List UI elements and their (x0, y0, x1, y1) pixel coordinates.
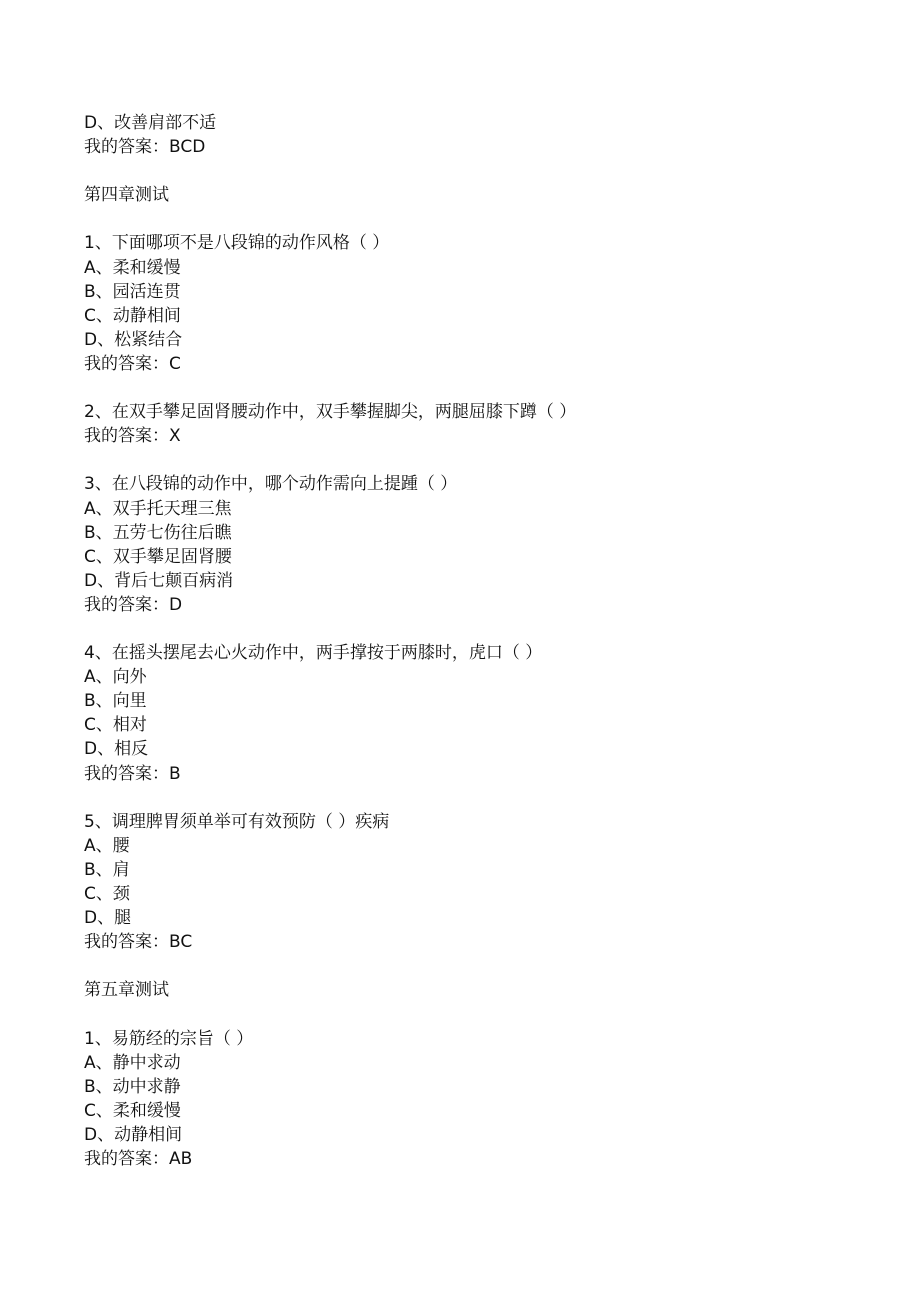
blank-line (84, 954, 864, 978)
answer-line: 我的答案：B (84, 763, 181, 784)
blank-line (84, 617, 864, 641)
option-line: C、双手攀足固肾腰 (84, 546, 232, 567)
chapter-heading: 第四章测试 (84, 185, 169, 206)
chapter-heading: 第五章测试 (84, 980, 169, 1001)
answer-line: 我的答案：X (84, 426, 181, 447)
answer-line: 我的答案：BC (84, 932, 193, 953)
option-line: D、腿 (84, 908, 132, 929)
option-line: A、静中求动 (84, 1052, 181, 1073)
question-line: 4、在摇头摆尾去心火动作中，两手撑按于两膝时，虎口（ ） (84, 643, 543, 664)
blank-line (84, 376, 864, 400)
option-line: C、动静相间 (84, 305, 181, 326)
option-line: A、双手托天理三焦 (84, 498, 232, 519)
blank-line (84, 1002, 864, 1026)
answer-line: 我的答案：C (84, 353, 181, 374)
document-body (84, 111, 864, 1171)
option-line: A、腰 (84, 835, 130, 856)
blank-line (84, 159, 864, 183)
answer-line: 我的答案：D (84, 594, 183, 615)
option-line: C、相对 (84, 715, 147, 736)
blank-line (84, 448, 864, 472)
option-line: D、背后七颠百病消 (84, 570, 234, 591)
question-line: 1、易筋经的宗旨（ ） (84, 1028, 254, 1049)
option-line: A、柔和缓慢 (84, 257, 181, 278)
option-line: C、柔和缓慢 (84, 1100, 181, 1121)
option-line: B、园活连贯 (84, 281, 181, 302)
option-line: B、五劳七伤往后瞧 (84, 522, 232, 543)
question-line: 1、下面哪项不是八段锦的动作风格（ ） (84, 233, 390, 254)
option-line: A、向外 (84, 667, 147, 688)
option-line: B、动中求静 (84, 1076, 181, 1097)
question-line: 5、调理脾胃须单举可有效预防（ ）疾病 (84, 811, 390, 832)
option-line: B、肩 (84, 859, 130, 880)
option-line: D、改善肩部不适 (84, 113, 217, 133)
option-line: B、向里 (84, 691, 147, 712)
option-line: C、颈 (84, 884, 130, 904)
option-line: D、相反 (84, 739, 149, 760)
answer-line: 我的答案：BCD (84, 137, 206, 158)
blank-line (84, 786, 864, 810)
answer-line: 我的答案：AB (84, 1149, 193, 1170)
option-line: D、松紧结合 (84, 329, 183, 350)
question-line: 2、在双手攀足固肾腰动作中，双手攀握脚尖，两腿屈膝下蹲（ ） (84, 402, 577, 423)
question-line: 3、在八段锦的动作中，哪个动作需向上提踵（ ） (84, 474, 458, 495)
option-line: D、动静相间 (84, 1124, 183, 1145)
blank-line (84, 207, 864, 231)
